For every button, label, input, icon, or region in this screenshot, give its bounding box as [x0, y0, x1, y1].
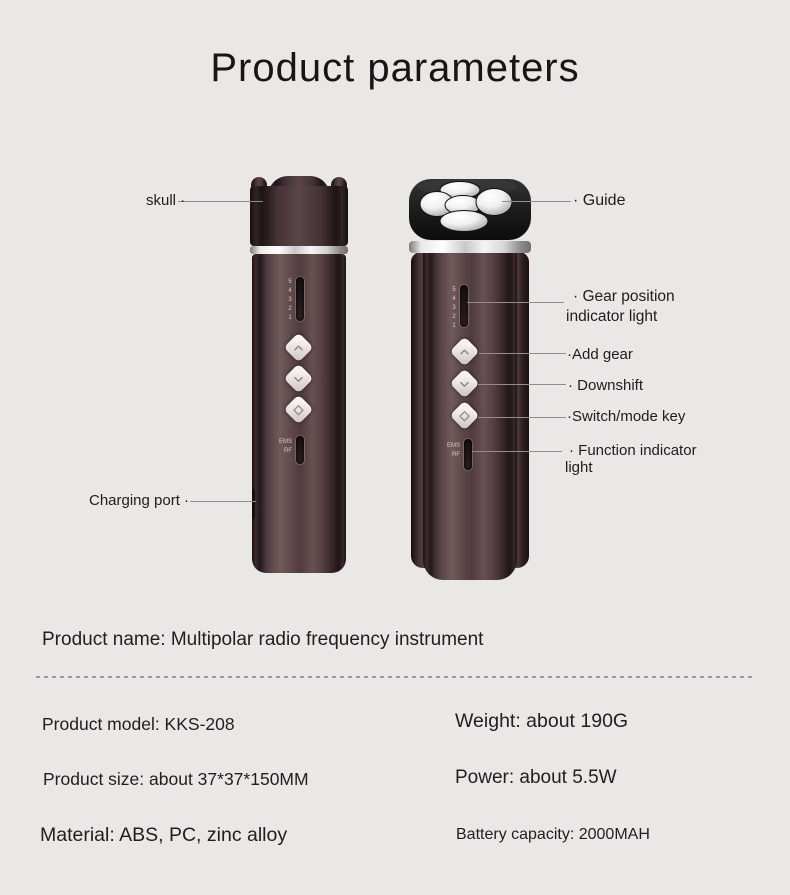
callout-line-switch-mode [478, 417, 566, 418]
callout-line-guide [502, 201, 571, 202]
spec-battery-capacity: Battery capacity: 2000MAH [456, 826, 650, 843]
up-arrow-icon [459, 346, 471, 358]
gear-number: 5 [288, 279, 292, 285]
gear-number: 3 [288, 297, 292, 303]
callout-label-downshift: · Downshift [568, 377, 644, 394]
callout-line-downshift [478, 384, 566, 385]
down-arrow-icon [293, 373, 305, 385]
spec-power: Power: about 5.5W [455, 767, 617, 788]
function-mode-labels [440, 442, 460, 468]
rf-label: RF [284, 447, 292, 454]
callout-label-gear-indicator: · Gear position indicator light [566, 288, 675, 325]
charging-port [252, 489, 255, 519]
device-back-head [250, 186, 348, 246]
spec-product-model: Product model: KKS-208 [42, 714, 235, 734]
gear-number: 3 [452, 305, 456, 311]
callout-line-charging-port [190, 501, 256, 502]
gear-indicator-light [296, 277, 304, 321]
function-indicator-light [296, 436, 304, 464]
spec-product-size: Product size: about 37*37*150MM [43, 769, 309, 789]
callout-line-add-gear [479, 353, 566, 354]
page-title: Product parameters [210, 46, 580, 90]
gear-number: 4 [288, 288, 292, 294]
product-name: Product name: Multipolar radio frequency instrument [42, 629, 484, 650]
callout-label-function-indicator: · Function indicator light [565, 442, 697, 476]
dashed-divider [36, 676, 755, 678]
device-back-chrome-ring [250, 246, 348, 254]
device-front-chrome-ring [409, 241, 531, 253]
mode-icon [459, 410, 471, 422]
dot-label: · [290, 456, 292, 462]
up-arrow-icon [293, 342, 305, 354]
dot-label: · [458, 460, 460, 466]
down-arrow-icon [459, 378, 471, 390]
mode-icon [293, 404, 305, 416]
spec-weight: Weight: about 190G [455, 710, 629, 732]
spec-material: Material: ABS, PC, zinc alloy [40, 824, 288, 846]
rf-label: RF [452, 451, 460, 458]
gear-number-scale [286, 278, 294, 323]
gear-number: 1 [288, 315, 292, 321]
gear-number: 2 [452, 314, 456, 320]
device-head-electrodes [403, 174, 537, 246]
callout-line-function-indicator [472, 451, 562, 452]
function-indicator-light [464, 439, 472, 470]
callout-label-guide: · Guide [573, 192, 626, 209]
gear-number: 4 [452, 296, 456, 302]
function-mode-labels [272, 438, 292, 464]
gear-indicator-light [460, 285, 468, 327]
ems-label: EMS [446, 443, 460, 449]
gear-number: 2 [288, 306, 292, 312]
ems-label: EMS [278, 439, 292, 445]
callout-line-skull [178, 201, 263, 202]
gear-number: 1 [452, 323, 456, 329]
callout-label-skull: skull · [146, 192, 186, 209]
gear-number-scale [450, 286, 458, 331]
callout-label-switch-mode: ·Switch/mode key [567, 408, 686, 425]
callout-line-gear-indicator [467, 302, 564, 303]
callout-label-add-gear: ·Add gear [567, 346, 633, 363]
gear-number: 5 [452, 287, 456, 293]
callout-label-charging-port: Charging port · [89, 492, 190, 509]
